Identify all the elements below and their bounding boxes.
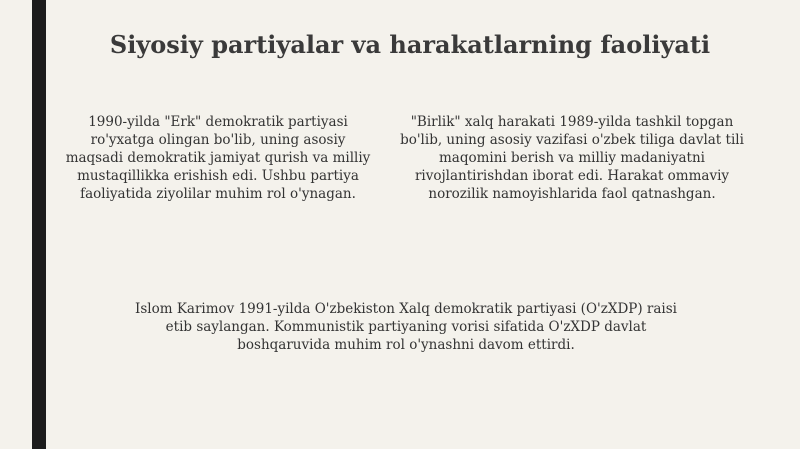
accent-bar (32, 0, 46, 449)
slide-title: Siyosiy partiyalar va harakatlarning faoliyati (109, 30, 711, 59)
erk-party-paragraph: 1990-yilda "Erk" demokratik partiyasi ro'yxatga olingan bo'lib, uning asosiy maqsadi demokratik jamiyat qurish va milliy mustaqillikka erishish edi. Ushbu partiya faoliyatida ziyolilar muhim rol o'ynagan. (65, 114, 371, 202)
xdp-party-paragraph: Islom Karimov 1991-yilda O'zbekiston Xalq demokratik partiyasi (O'zXDP) raisi etib saylangan. Kommunistik partiyaning vorisi sifatida O'zXDP davlat boshqaruvida muhim rol o'ynashni davom ettirdi. (135, 301, 677, 353)
birlik-movement-paragraph: "Birlik" xalq harakati 1989-yilda tashkil topgan bo'lib, uning asosiy vazifasi o'zbek tiliga davlat tili maqomini berish va milliy madaniyatni rivojlantirishdan iborat edi. Harakat ommaviy norozilik namoyishlarida faol qatnashgan. (400, 114, 744, 202)
